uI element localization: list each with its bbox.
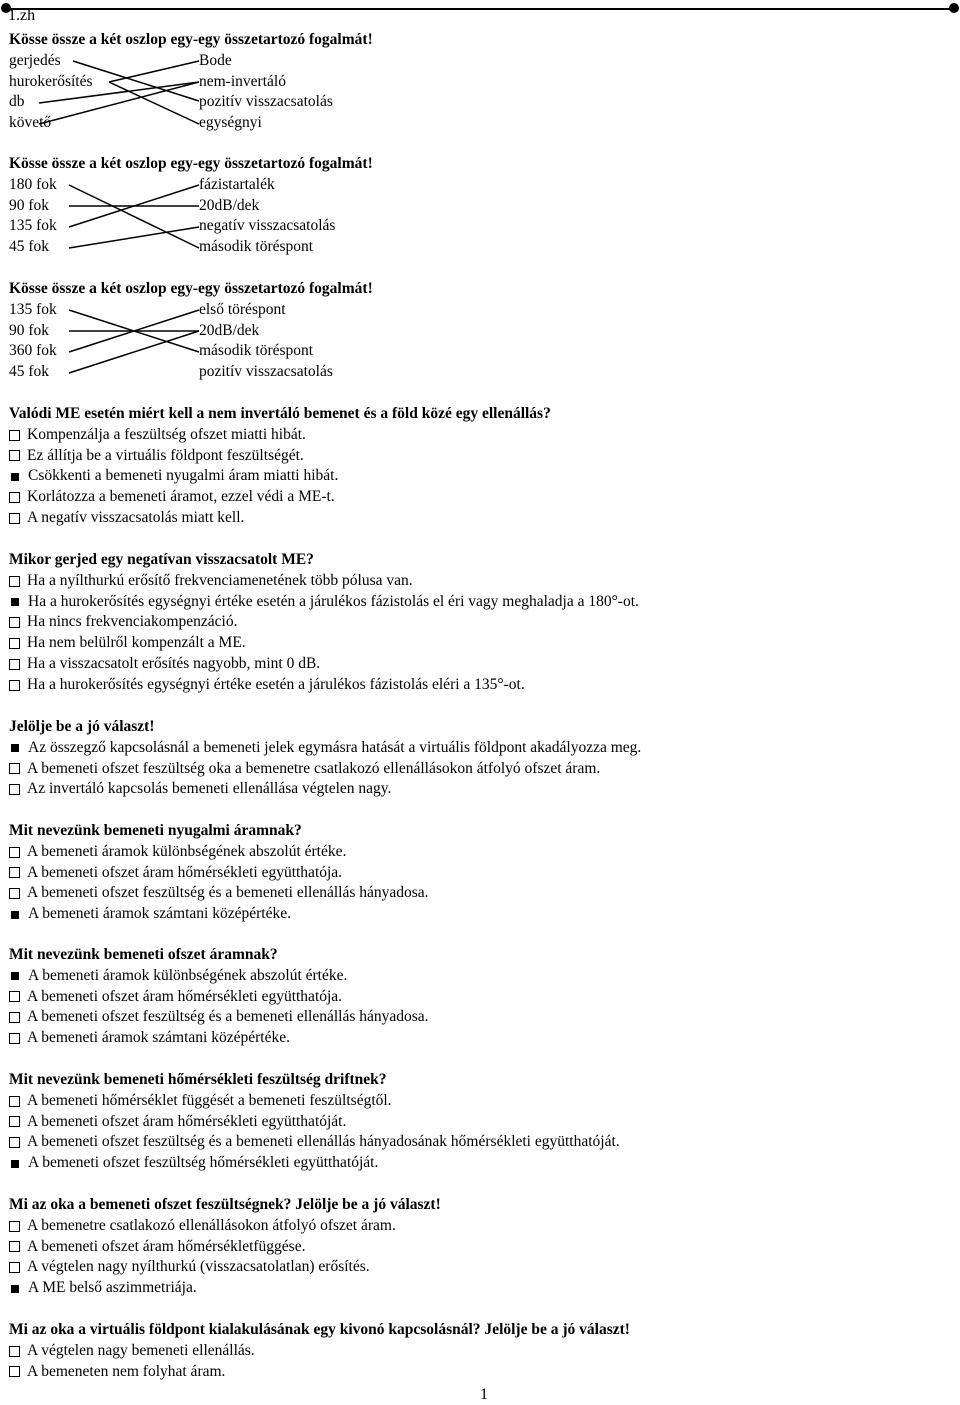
checkbox-icon[interactable] [9, 430, 20, 441]
right-term: első töréspont [199, 300, 286, 318]
answer-option[interactable] [9, 1341, 954, 1362]
checkbox-icon[interactable] [9, 847, 20, 858]
checkbox-icon[interactable] [9, 1033, 20, 1044]
answer-option[interactable] [9, 1278, 954, 1299]
checkbox-checked-icon[interactable] [11, 911, 19, 919]
matching-title: Kösse össze a két oszlop egy-egy összetartozó fogalmát! [9, 31, 373, 48]
answer-option[interactable] [9, 842, 954, 863]
question-5 [9, 945, 954, 1049]
checkbox-icon[interactable] [9, 784, 20, 795]
checkbox-icon[interactable] [9, 1346, 20, 1357]
option-label: Ha nincs frekvenciakompenzáció. [27, 613, 238, 631]
question-title: Mit nevezünk bemeneti hőmérsékleti feszültség driftnek? [9, 1071, 387, 1088]
answer-option[interactable] [9, 1257, 954, 1278]
right-term: negatív visszacsatolás [199, 217, 336, 235]
left-term: 360 fok [9, 342, 57, 360]
option-label: A bemeneti ofszet feszültség és a bemeneti ellenállás hányadosa. [27, 1008, 429, 1026]
option-label: Ha a visszacsatolt erősítés nagyobb, mint 0 dB. [27, 654, 321, 672]
option-label: A bemeneti ofszet áram hőmérsékleti együtthatóját. [27, 1112, 347, 1130]
answer-option[interactable] [9, 987, 954, 1008]
answer-option[interactable] [9, 446, 954, 467]
option-label: A bemeneti ofszet áram hőmérsékleti együtthatója. [27, 987, 343, 1005]
answer-option[interactable] [9, 508, 954, 529]
header-rule [6, 8, 956, 10]
right-term: fázistartalék [199, 175, 275, 193]
question-title: Mit nevezünk bemeneti ofszet áramnak? [9, 946, 278, 963]
matching-title: Kösse össze a két oszlop egy-egy összetartozó fogalmát! [9, 280, 373, 297]
checkbox-icon[interactable] [9, 1241, 20, 1252]
answer-option[interactable] [9, 1028, 954, 1049]
option-label: A bemeneti áramok különbségének abszolút értéke. [28, 966, 348, 984]
option-label: A bemeneti ofszet áram hőmérsékletfüggése. [27, 1237, 306, 1255]
left-term: 135 fok [9, 300, 57, 318]
option-label: A végtelen nagy nyílthurkú (visszacsatolatlan) erősítés. [27, 1258, 370, 1276]
checkbox-checked-icon[interactable] [11, 744, 19, 752]
checkbox-icon[interactable] [9, 513, 20, 524]
option-label: Ha a hurokerősítés egységnyi értéke esetén a járulékos fázistolás eléri a 135°-ot. [27, 675, 525, 693]
answer-option[interactable] [9, 904, 954, 925]
right-term: 20dB/dek [199, 321, 260, 339]
answer-option[interactable] [9, 592, 954, 613]
question-3 [9, 717, 954, 800]
matching-title: Kösse össze a két oszlop egy-egy összetartozó fogalmát! [9, 155, 373, 172]
checkbox-icon[interactable] [9, 638, 20, 649]
option-label: A bemeneti ofszet feszültség és a bemeneti ellenállás hányadosának hőmérsékleti együtthatóját. [27, 1133, 620, 1151]
right-term: pozitív visszacsatolás [199, 93, 333, 111]
answer-option[interactable] [9, 1091, 954, 1112]
checkbox-icon[interactable] [9, 617, 20, 628]
question-title: Mikor gerjed egy negatívan visszacsatolt ME? [9, 551, 314, 568]
answer-option[interactable] [9, 612, 954, 633]
question-title: Jelölje be a jó választ! [9, 718, 155, 735]
option-label: A ME belső aszimmetriája. [28, 1279, 197, 1297]
right-term: második töréspont [199, 238, 314, 256]
question-title: Valódi ME esetén miért kell a nem invertáló bemenet és a föld közé egy ellenállás? [9, 405, 551, 422]
answer-option[interactable] [9, 1153, 954, 1174]
answer-option[interactable] [9, 1007, 954, 1028]
option-label: Csökkenti a bemeneti nyugalmi áram miatti hibát. [28, 467, 339, 485]
option-label: A bemeneti hőmérséklet függését a bemeneti feszültségtől. [27, 1091, 392, 1109]
left-term: 135 fok [9, 217, 57, 235]
matching-section-1 [9, 30, 954, 134]
answer-option[interactable] [9, 487, 954, 508]
question-2 [9, 550, 954, 696]
question-4 [9, 821, 954, 925]
question-1 [9, 404, 954, 529]
answer-option[interactable] [9, 966, 954, 987]
option-label: A bemenetre csatlakozó ellenállásokon átfolyó ofszet áram. [27, 1216, 396, 1234]
option-label: A bemeneti ofszet feszültség és a bemeneti ellenállás hányadosa. [27, 884, 429, 902]
question-8 [9, 1320, 954, 1382]
left-term: 90 fok [9, 321, 50, 339]
answer-option[interactable] [9, 1362, 954, 1383]
option-label: A negatív visszacsatolás miatt kell. [27, 508, 245, 526]
option-label: A bemeneti ofszet áram hőmérsékleti együtthatója. [27, 863, 343, 881]
answer-option[interactable] [9, 1237, 954, 1258]
checkbox-icon[interactable] [9, 1096, 20, 1107]
right-term: pozitív visszacsatolás [199, 363, 333, 381]
checkbox-checked-icon[interactable] [11, 972, 19, 980]
checkbox-icon[interactable] [9, 867, 20, 878]
checkbox-checked-icon[interactable] [11, 1285, 19, 1293]
answer-option[interactable] [9, 1132, 954, 1153]
checkbox-checked-icon[interactable] [11, 1160, 19, 1168]
left-term: db [9, 93, 25, 111]
option-label: A bemeneti ofszet feszültség hőmérsékleti együtthatóját. [28, 1154, 379, 1172]
option-label: Ez állítja be a virtuális földpont feszültségét. [27, 446, 304, 464]
right-term: 20dB/dek [199, 196, 260, 214]
question-7 [9, 1195, 954, 1299]
answer-option[interactable] [9, 633, 954, 654]
checkbox-icon[interactable] [9, 1137, 20, 1148]
option-label: A bemeneti ofszet feszültség oka a bemenetre csatlakozó ellenállásokon átfolyó ofszet áram. [27, 759, 601, 777]
checkbox-icon[interactable] [9, 1221, 20, 1232]
right-term: nem-invertáló [199, 72, 286, 90]
left-term: 180 fok [9, 175, 57, 193]
left-term: 45 fok [9, 238, 50, 256]
option-label: A végtelen nagy bemeneti ellenállás. [27, 1341, 255, 1359]
right-term: Bode [199, 51, 232, 69]
checkbox-icon[interactable] [9, 1012, 20, 1023]
answer-option[interactable] [9, 571, 954, 592]
answer-option[interactable] [9, 738, 954, 759]
matching-columns [9, 175, 954, 258]
left-term: követő [9, 114, 52, 132]
checkbox-icon[interactable] [9, 888, 20, 899]
answer-option[interactable] [9, 1216, 954, 1237]
checkbox-icon[interactable] [9, 450, 20, 461]
question-title: Mit nevezünk bemeneti nyugalmi áramnak? [9, 822, 302, 839]
option-label: A bemeneti áramok számtani középértéke. [28, 905, 291, 923]
checkbox-icon[interactable] [9, 492, 20, 503]
header-right-dot [949, 3, 959, 13]
checkbox-checked-icon[interactable] [11, 598, 19, 606]
left-term: 90 fok [9, 196, 50, 214]
option-label: Kompenzálja a feszültség ofszet miatti hibát. [27, 425, 306, 443]
question-title: Mi az oka a bemeneti ofszet feszültségnek? Jelölje be a jó választ! [9, 1196, 441, 1213]
answer-option[interactable] [9, 759, 954, 780]
checkbox-icon[interactable] [9, 763, 20, 774]
right-term: második töréspont [199, 342, 314, 360]
checkbox-icon[interactable] [9, 659, 20, 670]
option-label: Ha nem belülről kompenzált a ME. [27, 634, 246, 652]
option-label: Ha a hurokerősítés egységnyi értéke esetén a járulékos fázistolás el éri vagy meghaladja a 180°-ot. [28, 592, 639, 610]
option-label: A bemeneti áramok különbségének abszolút értéke. [27, 842, 347, 860]
answer-option[interactable] [9, 779, 954, 800]
question-title: Mi az oka a virtuális földpont kialakulásának egy kivonó kapcsolásnál? Jelölje be a jó választ! [9, 1321, 630, 1338]
option-label: Ha a nyílthurkú erősítő frekvenciamenetének több pólusa van. [27, 571, 413, 589]
checkbox-icon[interactable] [9, 1366, 20, 1377]
checkbox-icon[interactable] [9, 576, 20, 587]
option-label: Az invertáló kapcsolás bemeneti ellenállása végtelen nagy. [27, 780, 392, 798]
matching-section-2 [9, 154, 954, 258]
answer-option[interactable] [9, 675, 954, 696]
question-6 [9, 1070, 954, 1174]
matching-columns [9, 51, 954, 134]
exam-number: 1.zh [8, 7, 36, 24]
answer-option[interactable] [9, 425, 954, 446]
option-label: A bemeneti áramok számtani középértéke. [27, 1029, 290, 1047]
left-term: hurokerősítés [9, 72, 93, 90]
answer-option[interactable] [9, 883, 954, 904]
checkbox-icon[interactable] [9, 991, 20, 1002]
left-term: gerjedés [9, 51, 61, 69]
answer-option[interactable] [9, 466, 954, 487]
option-label: Korlátozza a bemeneti áramot, ezzel védi a ME-t. [27, 488, 335, 506]
left-term: 45 fok [9, 363, 50, 381]
right-term: egységnyi [199, 114, 262, 132]
option-label: Az összegző kapcsolásnál a bemeneti jelek egymásra hatását a virtuális földpont akadályozza meg. [28, 738, 642, 756]
matching-section-3 [9, 279, 954, 383]
answer-option[interactable] [9, 863, 954, 884]
answer-option[interactable] [9, 1112, 954, 1133]
option-label: A bemeneten nem folyhat áram. [27, 1362, 226, 1380]
matching-columns [9, 300, 954, 383]
checkbox-checked-icon[interactable] [11, 473, 19, 481]
answer-option[interactable] [9, 654, 954, 675]
checkbox-icon[interactable] [9, 680, 20, 691]
page-number: 1 [480, 1386, 488, 1403]
checkbox-icon[interactable] [9, 1262, 20, 1273]
checkbox-icon[interactable] [9, 1116, 20, 1127]
